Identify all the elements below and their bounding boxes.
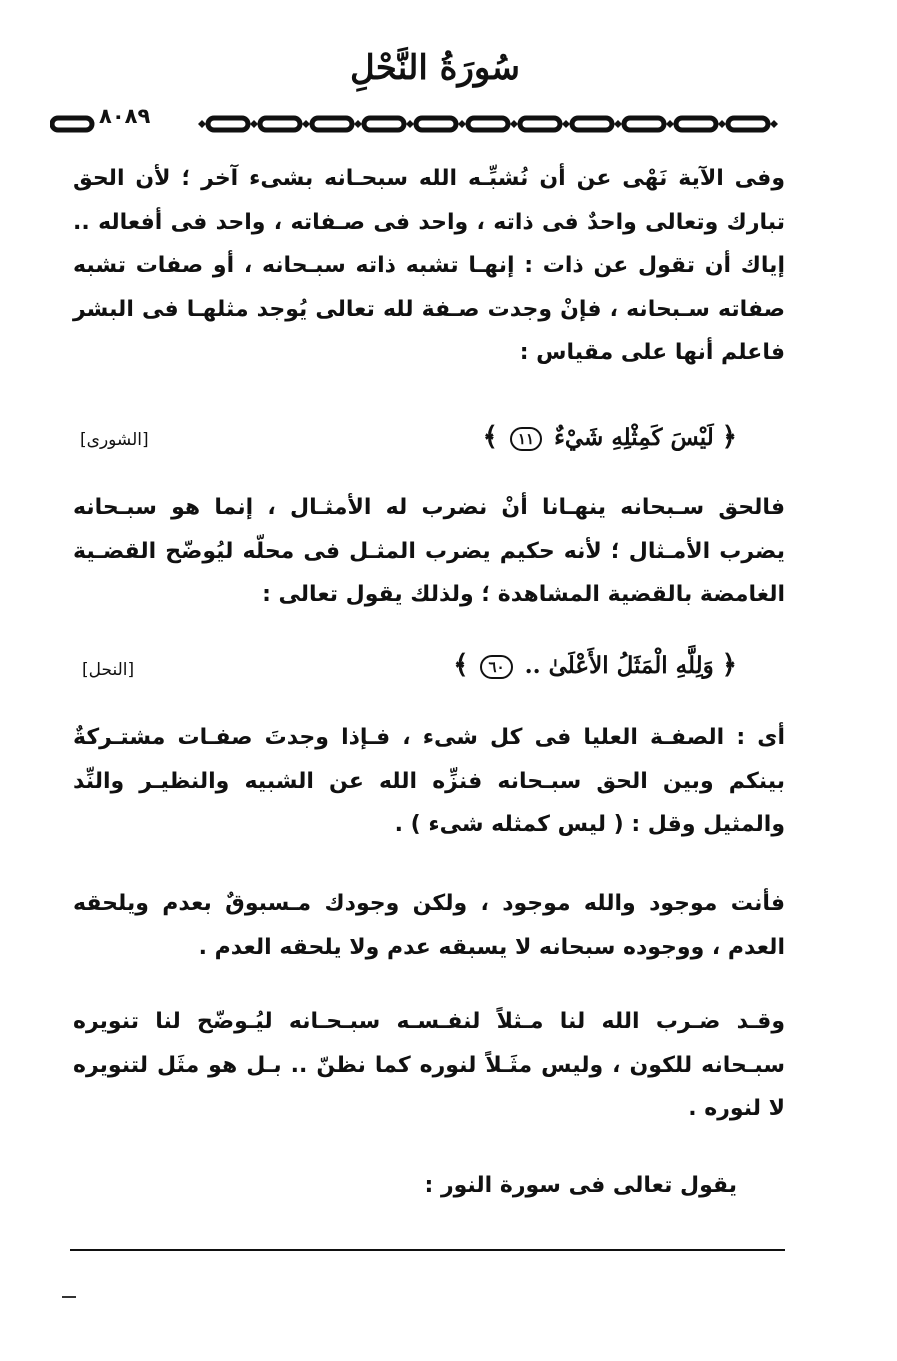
chain-diamond <box>354 120 362 128</box>
paragraph-6: يقول تعالى فى سورة النور : <box>424 1173 737 1198</box>
chain-diamond <box>458 120 466 128</box>
verse-reference: [الشورى] <box>80 430 149 450</box>
chain-link <box>260 118 300 130</box>
page-number: ٨٠٨٩ <box>99 104 151 128</box>
ornate-bracket-close: ﴾ <box>453 650 469 680</box>
decorative-header-band <box>50 108 810 140</box>
chain-link <box>624 118 664 130</box>
chain-diamond <box>562 120 570 128</box>
verse-reference: [النحل] <box>82 660 135 680</box>
chain-diamond <box>510 120 518 128</box>
chain-link <box>676 118 716 130</box>
chain-link <box>468 118 508 130</box>
chain-link <box>312 118 352 130</box>
chain-link <box>572 118 612 130</box>
paragraph-2: فالحق سـبحانه ينهـانا أنْ نضرب له الأمثـال ، إنما هو سبـحانه يضرب الأمـثال ؛ لأنه حكيم يضرب المثـل فى محلّه ليُوضّح القضـية الغامضة بالقضية المشاهدة ؛ ولذلك يقول تعالى : <box>73 495 785 607</box>
chain-diamond <box>770 120 778 128</box>
verse-shura-11 <box>483 422 737 452</box>
ornate-bracket-open: ﴿ <box>721 422 737 452</box>
paragraph-4: فأنت موجود والله موجود ، ولكن وجودك مـسبوقٌ بعدم ويلحقه العدم ، ووجوده سبحانه لا يسبقه عدم ولا يلحقه العدم . <box>73 891 785 960</box>
chain-link <box>416 118 456 130</box>
chain-link <box>52 118 92 130</box>
paragraph-5: وقـد ضـرب الله لنا مـثلاً لنفـسـه سبـحـانه ليُـوضّح لنا تنويره سبـحانه للكون ، وليس مثَـلاً لنوره كما نظنّ .. بـل هو مثَل لتنويره لا لنوره . <box>73 1009 785 1121</box>
chain-link <box>520 118 560 130</box>
verse-text: وَلِلَّهِ الْمَثَلُ الأَعْلَىٰ .. <box>524 652 714 679</box>
chain-diamond <box>718 120 726 128</box>
ornate-bracket-open: ﴿ <box>721 650 737 680</box>
verse-nahl-60 <box>453 650 737 680</box>
paragraph-3: أى : الصفـة العليا فى كل شىء ، فـإذا وجدتَ صفـات مشتـركةٌ بينكم وبين الحق سبـحانه فنزِّه الله عن الشبيه والنظيـر والنِّد والمثيل وقل : ( ليس كمثله شىء ) . <box>73 725 785 837</box>
surah-title: سُورَةُ النَّحْلِ <box>350 48 520 88</box>
ayah-number: ٦٠ <box>480 655 512 679</box>
page-mark <box>62 1296 76 1298</box>
verse-text: لَيْسَ كَمِثْلِهِ شَيْءٌ <box>554 424 714 451</box>
chain-diamond <box>302 120 310 128</box>
chain-diamond <box>614 120 622 128</box>
chain-link <box>364 118 404 130</box>
ornate-bracket-close: ﴾ <box>482 422 498 452</box>
chain-link <box>208 118 248 130</box>
ayah-number: ١١ <box>510 427 542 451</box>
chain-diamond <box>198 120 206 128</box>
chain-diamond <box>666 120 674 128</box>
chain-diamond <box>250 120 258 128</box>
chain-link <box>728 118 768 130</box>
paragraph-1: وفى الآية نَهْى عن أن نُشبِّـه الله سبحـانه بشىء آخر ؛ لأن الحق تبارك وتعالى واحدٌ فى ذاته ، واحد فى صـفاته ، واحد فى أفعاله .. إياك أن تقول عن ذات : إنهـا تشبه ذاته سبـحانه ، أو صفات تشبه صفاته سـبحانه ، فإنْ وجدت صـفة لله تعالى يُوجد مثلهـا فى البشر فاعلم أنها على مقياس : <box>73 166 785 365</box>
chain-ornament-icon <box>50 108 810 140</box>
chain-diamond <box>406 120 414 128</box>
footnote-divider <box>70 1249 785 1251</box>
